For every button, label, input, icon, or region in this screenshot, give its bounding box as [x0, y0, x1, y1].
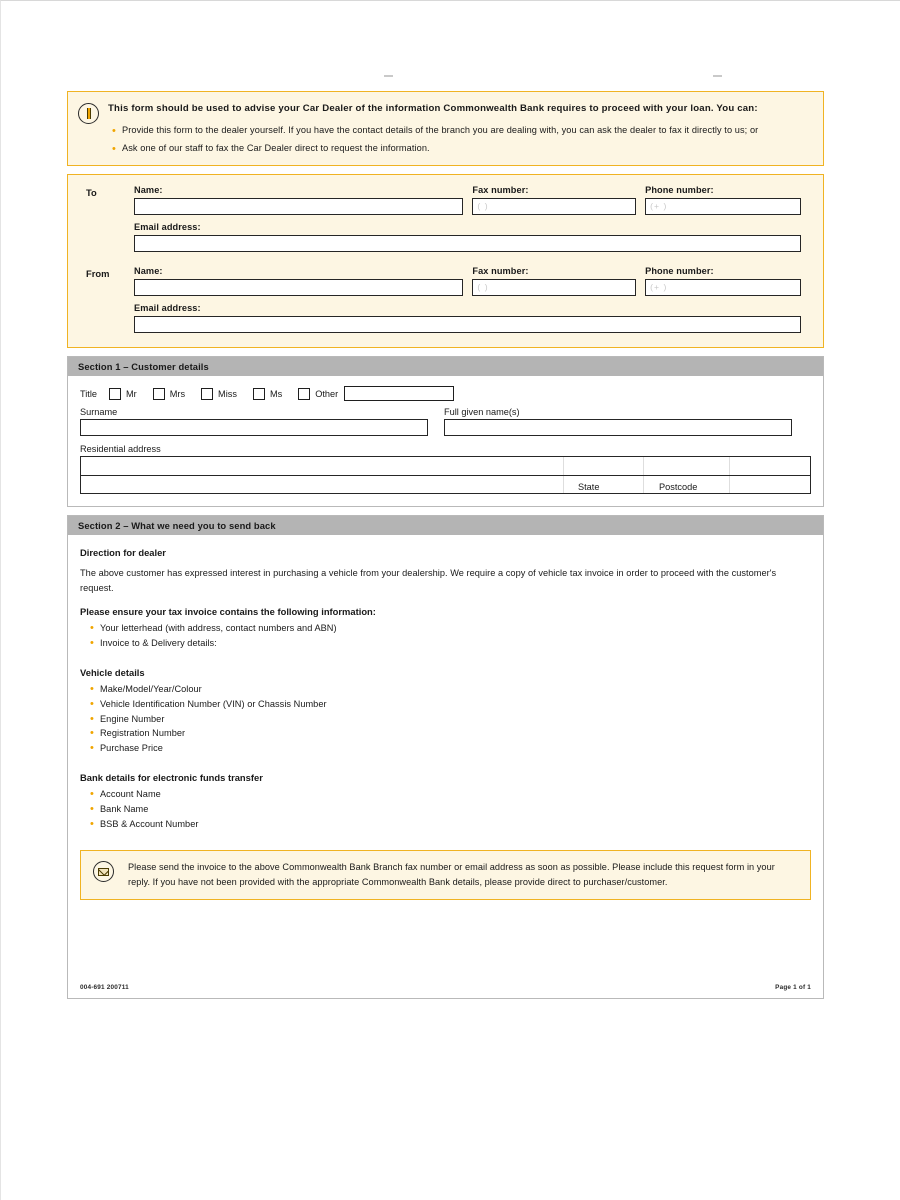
top-notice-body	[108, 102, 811, 155]
checkbox-icon[interactable]	[153, 388, 165, 400]
checkbox-icon[interactable]	[109, 388, 121, 400]
checkbox-icon[interactable]	[201, 388, 213, 400]
to-label: To	[86, 187, 97, 199]
address-line-2[interactable]	[81, 475, 810, 493]
from-fax-input[interactable]: ( )	[472, 279, 636, 296]
to-email-input[interactable]	[134, 235, 801, 252]
list-item: • Your letterhead (with address, contact numbers and ABN)	[100, 621, 811, 636]
from-email-input[interactable]	[134, 316, 801, 333]
list-item: • Provide this form to the dealer yourself. If you have the contact details of the branch you are dealing with, you can ask the dealer to fax it directly to us; or	[122, 124, 811, 138]
surname-label: Surname	[80, 407, 118, 418]
to-fax-field-group	[472, 185, 636, 215]
crop-mark-right	[713, 75, 722, 77]
surname-input[interactable]	[80, 419, 428, 436]
form-sheet	[67, 91, 824, 999]
from-phone-input[interactable]: (+ )	[645, 279, 801, 296]
contact-to-group	[86, 185, 801, 252]
list-item: • Engine Number	[100, 712, 811, 727]
to-name-label: Name:	[134, 185, 163, 196]
bank-details-list	[80, 787, 811, 832]
list-item: • Vehicle Identification Number (VIN) or Chassis Number	[100, 697, 811, 712]
list-item: • BSB & Account Number	[100, 817, 811, 832]
from-phone-label: Phone number:	[645, 266, 714, 277]
title-other-input[interactable]	[344, 386, 454, 401]
from-name-input[interactable]	[134, 279, 463, 296]
from-phone-field-group	[645, 266, 801, 296]
title-label: Title	[80, 388, 98, 399]
invoice-requirements-list	[80, 621, 811, 651]
top-notice-list	[108, 124, 811, 156]
crop-mark-left	[384, 75, 393, 77]
from-name-field-group	[134, 266, 463, 296]
section-2	[67, 515, 824, 998]
list-item: • Invoice to & Delivery details:	[100, 636, 811, 651]
list-item: • Account Name	[100, 787, 811, 802]
form-code: 004-691 200711	[80, 983, 129, 991]
title-option-miss[interactable]	[201, 388, 237, 400]
to-phone-input[interactable]: (+ )	[645, 198, 801, 215]
direction-for-dealer-heading: Direction for dealer	[80, 547, 166, 559]
list-item: • Bank Name	[100, 802, 811, 817]
list-item: • Make/Model/Year/Colour	[100, 682, 811, 697]
section-2-header: Section 2 – What we need you to send back	[68, 516, 823, 535]
to-email-label: Email address:	[134, 222, 201, 233]
to-name-field-group	[134, 185, 463, 215]
from-label: From	[86, 268, 110, 280]
surname-field-group	[80, 407, 428, 436]
title-option-label: Mrs	[169, 388, 186, 399]
envelope-icon	[93, 861, 114, 882]
to-fax-label: Fax number:	[472, 185, 529, 196]
checkbox-icon[interactable]	[253, 388, 265, 400]
address-line-1[interactable]	[81, 457, 810, 475]
contact-from-group	[86, 266, 801, 333]
list-item: • Purchase Price	[100, 741, 811, 756]
info-icon	[78, 103, 99, 124]
given-name-input[interactable]	[444, 419, 792, 436]
name-row	[80, 407, 811, 436]
title-option-label: Ms	[269, 388, 283, 399]
title-option-mrs[interactable]	[153, 388, 185, 400]
residential-address-grid	[80, 456, 811, 494]
blank-space	[80, 900, 811, 972]
given-name-label: Full given name(s)	[444, 407, 520, 418]
state-label: State	[578, 482, 600, 493]
invoice-requirements-heading: Please ensure your tax invoice contains the following information:	[80, 605, 376, 617]
postcode-label: Postcode	[659, 482, 698, 493]
given-name-field-group	[444, 407, 792, 436]
contact-details-box	[67, 174, 824, 348]
title-checkbox-row	[80, 386, 811, 401]
title-option-ms[interactable]	[253, 388, 282, 400]
bottom-notice-box	[80, 850, 811, 900]
to-name-input[interactable]	[134, 198, 463, 215]
list-item: • Ask one of our staff to fax the Car Dealer direct to request the information.	[122, 142, 811, 156]
checkbox-icon[interactable]	[298, 388, 310, 400]
title-option-label: Mr	[126, 388, 137, 399]
title-option-other[interactable]	[298, 388, 338, 400]
bank-details-heading: Bank details for electronic funds transfer	[80, 772, 263, 784]
bottom-notice-text: Please send the invoice to the above Commonwealth Bank Branch fax number or email address as soon as possible. Please include this request form in your reply. If you have not been provided with the appropriate Commonwealth Bank details, please provide direct to purchaser/customer.	[128, 862, 775, 887]
title-option-label: Other	[315, 388, 339, 399]
from-fax-label: Fax number:	[472, 266, 529, 277]
to-fax-input[interactable]: ( )	[472, 198, 636, 215]
form-footer	[68, 984, 823, 998]
title-option-mr[interactable]	[109, 388, 137, 400]
section-1-header: Section 1 – Customer details	[68, 357, 823, 376]
from-email-label: Email address:	[134, 303, 201, 314]
from-name-label: Name:	[134, 266, 163, 277]
to-phone-label: Phone number:	[645, 185, 714, 196]
section-1	[67, 356, 824, 507]
from-fax-field-group	[472, 266, 636, 296]
page-number: Page 1 of 1	[775, 983, 811, 991]
top-notice-heading: This form should be used to advise your Car Dealer of the information Commonwealth Bank requires to proceed with your loan. You can:	[108, 103, 758, 114]
to-phone-field-group	[645, 185, 801, 215]
list-item: • Registration Number	[100, 726, 811, 741]
residential-address-label: Residential address	[80, 444, 161, 455]
title-option-label: Miss	[218, 388, 237, 399]
vehicle-details-heading: Vehicle details	[80, 666, 145, 678]
to-email-field-group	[134, 222, 801, 252]
from-email-field-group	[134, 303, 801, 333]
direction-paragraph: The above customer has expressed interest in purchasing a vehicle from your dealership. We require a copy of vehicle tax invoice in order to proceed with the customer's request.	[80, 568, 777, 593]
top-notice-box	[67, 91, 824, 166]
vehicle-details-list	[80, 682, 811, 757]
